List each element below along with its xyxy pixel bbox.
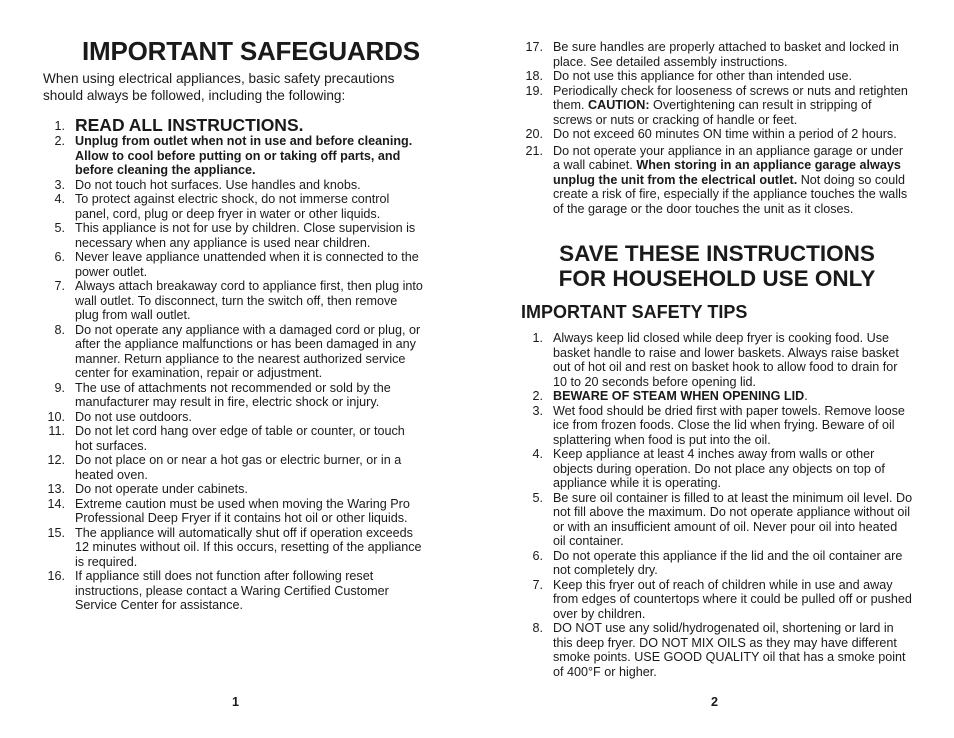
item-number: 2. <box>532 389 543 403</box>
item-text <box>553 144 913 217</box>
item-text: Do not operate any appliance with a damaged cord or plug, or after the appliance malfunctions or has been damaged in any manner. Return appliance to the nearest authorized service center for examination, repair or adjustment. <box>75 322 421 380</box>
list-item <box>521 447 913 491</box>
list-item <box>521 578 913 622</box>
list-item <box>43 424 423 453</box>
list-item <box>521 69 913 84</box>
item-text-post: Overtightening can result in stripping of screws or nuts or cracking of handle or feet. <box>553 98 872 127</box>
list-item <box>521 40 913 69</box>
item-number: 11. <box>48 424 65 438</box>
item-text: Do not use this appliance for other than intended use. <box>553 69 852 83</box>
intro-paragraph: When using electrical appliances, basic safety precautions should always be followed, including the following: <box>43 71 395 103</box>
item-number: 12. <box>47 453 65 467</box>
item-text: Unplug from outlet when not in use and before cleaning. Allow to cool before putting on or taking off parts, and before cleaning the appliance. <box>75 134 413 177</box>
item-text: Wet food should be dried first with paper towels. Remove loose ice from frozen foods. Close the lid when frying. Beware of oil splattering when food is put into the oil. <box>553 403 905 447</box>
steam-warning: BEWARE OF STEAM WHEN OPENING LID <box>553 389 805 403</box>
list-item <box>43 178 423 193</box>
list-item <box>43 410 423 425</box>
safeguards-list-continued <box>521 40 913 216</box>
list-item <box>43 116 423 134</box>
item-text: The use of attachments not recommended or sold by the manufacturer may result in fire, electric shock or injury. <box>75 380 391 409</box>
list-item <box>43 569 423 613</box>
item-text: Be sure handles are properly attached to basket and locked in place. See detailed assembly instructions. <box>553 40 899 69</box>
item-number: 19. <box>525 83 543 98</box>
item-number: 4. <box>54 192 65 206</box>
item-number: 21. <box>525 143 543 158</box>
list-item <box>43 221 423 250</box>
item-text: Extreme caution must be used when moving the Waring Pro Professional Deep Fryer if it contains hot oil or other liquids. <box>75 496 410 525</box>
item-text: Always keep lid closed while deep fryer is cooking food. Use basket handle to raise and lower baskets. Always raise basket out of hot oil and rest on basket hook to allow food to drain for 10 to 20 seconds before opening lid. <box>553 331 899 389</box>
item-text: Do not operate under cabinets. <box>75 482 248 496</box>
item-number: 3. <box>54 177 65 192</box>
item-text: Always attach breakaway cord to appliance first, then plug into wall outlet. To disconnect, turn the switch off, then remove plug from wall outlet. <box>75 279 423 322</box>
item-number: 14. <box>47 496 65 511</box>
item-text: Do not use outdoors. <box>75 409 192 424</box>
item-number: 8. <box>54 322 65 337</box>
item-text: Do not exceed 60 minutes ON time within a period of 2 hours. <box>553 127 897 141</box>
page-number: 2 <box>711 695 719 709</box>
caution-label: CAUTION: <box>588 98 650 112</box>
save-heading-line-1: SAVE THESE INSTRUCTIONS <box>559 241 875 266</box>
item-text: Do not let cord hang over edge of table or counter, or touch hot surfaces. <box>75 424 405 453</box>
item-text: This appliance is not for use by children. Close supervision is necessary when any appliance is used near children. <box>75 221 416 250</box>
item-text: Do not place on or near a hot gas or electric burner, or in a heated oven. <box>75 453 402 482</box>
list-item <box>43 453 423 482</box>
item-text: Never leave appliance unattended when it is connected to the power outlet. <box>75 250 419 279</box>
item-text: Keep appliance at least 4 inches away from walls or other objects during operation. Do not place any objects on top of appliance while it is operating. <box>553 447 885 490</box>
item-number: 9. <box>54 380 65 395</box>
item-number: 1. <box>532 331 543 345</box>
list-item <box>43 381 423 410</box>
item-text-pre: Do not operate your appliance in an appliance garage or under a wall cabinet. <box>553 143 904 172</box>
item-number: 5. <box>532 490 543 505</box>
list-item <box>43 250 423 279</box>
item-number: 13. <box>47 482 65 496</box>
item-text: READ ALL INSTRUCTIONS. <box>75 115 304 135</box>
item-number: 16. <box>47 569 65 583</box>
list-item <box>521 144 913 217</box>
save-heading-line-2: FOR HOUSEHOLD USE ONLY <box>558 266 876 291</box>
list-item <box>43 497 423 526</box>
item-number: 7. <box>532 577 543 592</box>
item-number: 15. <box>47 525 65 540</box>
safety-tips-heading: IMPORTANT SAFETY TIPS <box>521 302 748 322</box>
item-text <box>553 389 913 404</box>
item-text: The appliance will automatically shut off if operation exceeds 12 minutes without oil. If this occurs, resetting of the appliance is required. <box>75 525 422 569</box>
item-number: 1. <box>54 119 65 133</box>
item-text: If appliance still does not function after following reset instructions, please contact a Waring Certified Customer Service Center for assistance. <box>75 569 389 612</box>
list-item <box>43 526 423 570</box>
page-title: IMPORTANT SAFEGUARDS <box>82 36 420 66</box>
item-text: Be sure oil container is filled to at least the minimum oil level. Do not fill above the maximum. Do not operate appliance without oil or with an insufficient amount of oil. Never pour oil into heated oil container. <box>553 490 913 548</box>
item-number: 18. <box>525 69 543 83</box>
item-text <box>553 84 913 128</box>
item-text: Do not operate this appliance if the lid and the oil container are not completely dry. <box>553 548 903 577</box>
list-item <box>521 389 913 404</box>
item-number: 10. <box>47 409 65 424</box>
item-number: 17. <box>525 40 543 54</box>
list-item <box>521 549 913 578</box>
item-number: 6. <box>532 548 543 563</box>
safety-tips-list <box>521 331 913 679</box>
item-text: Keep this fryer out of reach of children while in use and away from edges of countertops where it could be pulled off or pushed over by children. <box>553 577 912 621</box>
item-number: 5. <box>54 221 65 235</box>
safeguards-list <box>43 116 423 613</box>
item-number: 7. <box>54 279 65 293</box>
list-item <box>521 84 913 128</box>
item-number: 3. <box>532 403 543 418</box>
list-item <box>521 127 913 142</box>
item-text-pre: Periodically check for looseness of screws or nuts and retighten them. <box>553 83 908 112</box>
save-instructions-heading <box>521 241 913 291</box>
item-text-bold: When storing in an appliance garage always unplug the unit from the electrical outlet. <box>553 158 901 187</box>
item-number: 20. <box>525 127 543 141</box>
list-item <box>43 192 423 221</box>
item-text-post: Not doing so could create a risk of fire, especially if the appliance touches the walls of the garage or the door touches the unit as it closes. <box>553 172 908 216</box>
item-number: 6. <box>54 250 65 264</box>
list-item <box>521 404 913 448</box>
list-item <box>43 279 423 323</box>
page-number: 1 <box>232 695 240 709</box>
item-text: Do not touch hot surfaces. Use handles and knobs. <box>75 177 361 192</box>
list-item <box>521 331 913 389</box>
list-item <box>43 323 423 381</box>
list-item <box>521 621 913 679</box>
list-item <box>521 491 913 549</box>
item-number: 4. <box>532 447 543 461</box>
item-text-post: . <box>804 389 808 403</box>
item-number: 2. <box>54 134 65 148</box>
list-item <box>43 482 423 497</box>
item-number: 8. <box>532 621 543 635</box>
list-item <box>43 134 423 178</box>
item-text: DO NOT use any solid/hydrogenated oil, shortening or lard in this deep fryer. DO NOT MIX OILS as they may have different smoke points. USE GOOD QUALITY oil that has a smoke point of 400°F or higher. <box>553 621 906 679</box>
item-text: To protect against electric shock, do not immerse control panel, cord, plug or deep fryer in water or other liquids. <box>75 192 390 221</box>
